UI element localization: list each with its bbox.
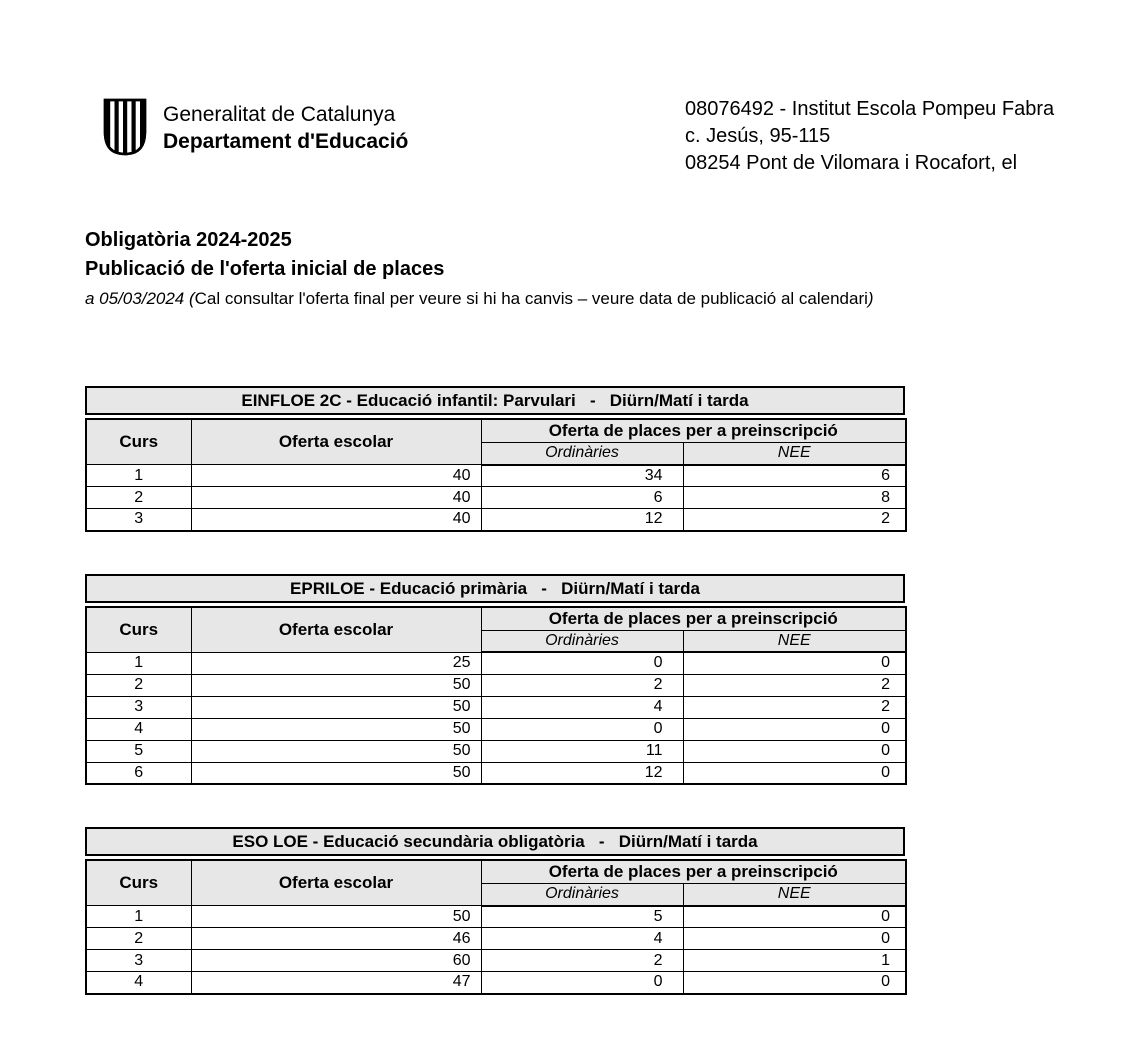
col-header-ordinaries: Ordinàries	[481, 630, 683, 652]
cell-ordinaries: 5	[481, 906, 683, 928]
cell-curs: 1	[86, 465, 191, 487]
table-title: ESO LOE - Educació secundària obligatòria - Diürn/Matí i tarda	[85, 827, 905, 856]
cell-ordinaries: 0	[481, 972, 683, 994]
cell-ordinaries: 4	[481, 928, 683, 950]
course-title: Obligatòria 2024-2025	[85, 229, 292, 251]
col-header-ordinaries: Ordinàries	[481, 884, 683, 906]
school-street: c. Jesús, 95-115	[685, 125, 831, 147]
cell-oferta: 47	[191, 972, 481, 994]
cell-ordinaries: 4	[481, 696, 683, 718]
dept-name: Departament d'Educació	[163, 130, 409, 153]
generalitat-logo-block	[100, 98, 408, 156]
cell-curs: 1	[86, 906, 191, 928]
cell-oferta: 60	[191, 950, 481, 972]
date-note	[85, 287, 874, 310]
cell-curs: 4	[86, 718, 191, 740]
cell-oferta: 40	[191, 465, 481, 487]
table-title: EINFLOE 2C - Educació infantil: Parvulari - Diürn/Matí i tarda	[85, 386, 905, 415]
cell-curs: 5	[86, 740, 191, 762]
cell-nee: 0	[683, 972, 906, 994]
cell-curs: 2	[86, 674, 191, 696]
table-row	[86, 674, 906, 696]
table-row	[86, 740, 906, 762]
cell-nee: 0	[683, 906, 906, 928]
date-note-close: )	[867, 289, 874, 308]
cell-ordinaries: 2	[481, 674, 683, 696]
cell-oferta: 46	[191, 928, 481, 950]
cell-curs: 6	[86, 762, 191, 784]
generalitat-coat-of-arms-icon	[100, 98, 150, 156]
cell-nee: 1	[683, 950, 906, 972]
org-names	[163, 98, 408, 155]
col-header-nee: NEE	[683, 630, 906, 652]
header-row	[86, 860, 906, 884]
col-header-preinscripcio: Oferta de places per a preinscripció	[481, 419, 906, 443]
cell-oferta: 50	[191, 740, 481, 762]
cell-oferta: 50	[191, 906, 481, 928]
cell-ordinaries: 0	[481, 652, 683, 674]
col-header-nee: NEE	[683, 443, 906, 465]
cell-nee: 2	[683, 696, 906, 718]
col-header-preinscripcio: Oferta de places per a preinscripció	[481, 607, 906, 631]
table-row	[86, 652, 906, 674]
cell-oferta: 40	[191, 487, 481, 509]
cell-nee: 2	[683, 509, 906, 531]
cell-nee: 8	[683, 487, 906, 509]
col-header-curs: Curs	[86, 419, 191, 465]
col-header-curs: Curs	[86, 860, 191, 906]
school-address-block	[685, 96, 1054, 177]
cell-nee: 0	[683, 652, 906, 674]
cell-oferta: 50	[191, 696, 481, 718]
cell-oferta: 40	[191, 509, 481, 531]
cell-ordinaries: 11	[481, 740, 683, 762]
col-header-oferta-escolar: Oferta escolar	[191, 860, 481, 906]
cell-oferta: 50	[191, 762, 481, 784]
cell-nee: 2	[683, 674, 906, 696]
cell-oferta: 25	[191, 652, 481, 674]
table-row	[86, 465, 906, 487]
document-titles	[85, 226, 874, 310]
offer-tables-section	[85, 386, 905, 1037]
cell-curs: 2	[86, 928, 191, 950]
table-row	[86, 906, 906, 928]
table-row	[86, 718, 906, 740]
offer-table	[85, 606, 907, 786]
offer-table	[85, 418, 907, 532]
org-name: Generalitat de Catalunya	[163, 103, 396, 126]
header-row	[86, 419, 906, 443]
cell-curs: 3	[86, 950, 191, 972]
table-educacio-infantil	[85, 386, 905, 532]
cell-curs: 3	[86, 696, 191, 718]
col-header-oferta-escolar: Oferta escolar	[191, 419, 481, 465]
table-row	[86, 509, 906, 531]
table-title: EPRILOE - Educació primària - Diürn/Matí i tarda	[85, 574, 905, 603]
table-row	[86, 950, 906, 972]
cell-ordinaries: 6	[481, 487, 683, 509]
table-row	[86, 696, 906, 718]
cell-nee: 0	[683, 762, 906, 784]
cell-ordinaries: 2	[481, 950, 683, 972]
school-code-name: 08076492 - Institut Escola Pompeu Fabra	[685, 98, 1055, 120]
col-header-ordinaries: Ordinàries	[481, 443, 683, 465]
date-note-body: Cal consultar l'oferta final per veure si hi ha canvis – veure data de publicació al calendari	[194, 289, 868, 308]
table-row	[86, 928, 906, 950]
table-eso	[85, 827, 905, 995]
cell-nee: 0	[683, 718, 906, 740]
table-row	[86, 487, 906, 509]
table-row	[86, 972, 906, 994]
cell-oferta: 50	[191, 674, 481, 696]
cell-ordinaries: 12	[481, 762, 683, 784]
cell-nee: 0	[683, 740, 906, 762]
col-header-preinscripcio: Oferta de places per a preinscripció	[481, 860, 906, 884]
table-row	[86, 762, 906, 784]
school-city: 08254 Pont de Vilomara i Rocafort, el	[685, 152, 1018, 174]
cell-ordinaries: 34	[481, 465, 683, 487]
offer-table	[85, 859, 907, 995]
date-note-prefix: a 05/03/2024 (	[85, 289, 195, 308]
col-header-curs: Curs	[86, 607, 191, 653]
cell-curs: 4	[86, 972, 191, 994]
col-header-oferta-escolar: Oferta escolar	[191, 607, 481, 653]
cell-ordinaries: 0	[481, 718, 683, 740]
publication-title: Publicació de l'oferta inicial de places	[85, 258, 445, 280]
cell-curs: 1	[86, 652, 191, 674]
cell-oferta: 50	[191, 718, 481, 740]
header-row	[86, 607, 906, 631]
cell-nee: 6	[683, 465, 906, 487]
cell-curs: 3	[86, 509, 191, 531]
cell-nee: 0	[683, 928, 906, 950]
table-educacio-primaria	[85, 574, 905, 786]
cell-ordinaries: 12	[481, 509, 683, 531]
col-header-nee: NEE	[683, 884, 906, 906]
cell-curs: 2	[86, 487, 191, 509]
